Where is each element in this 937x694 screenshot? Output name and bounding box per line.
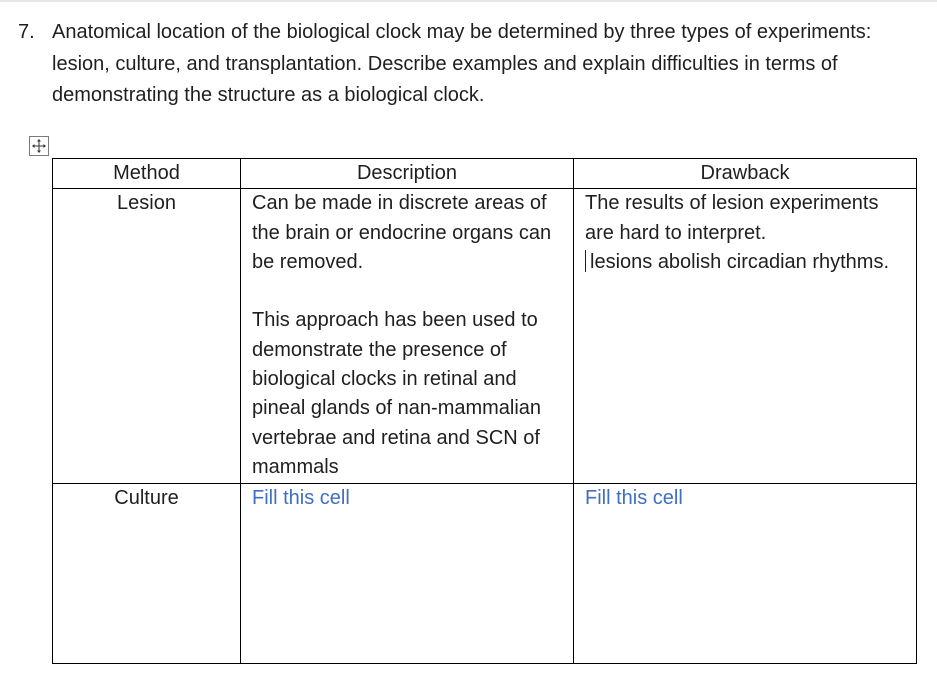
description-paragraph: Can be made in discrete areas of the brain or endocrine organs can be removed. xyxy=(252,192,552,273)
cell-drawback-culture[interactable] xyxy=(574,484,917,664)
cell-description-culture[interactable] xyxy=(241,484,574,664)
table-row-culture xyxy=(53,484,917,664)
drawback-text: lesions abolish circadian rhythms. xyxy=(590,250,890,273)
table-header-row xyxy=(53,159,917,189)
drawback-paragraph-with-cursor xyxy=(585,248,905,277)
page-top-edge xyxy=(0,0,937,2)
description-placeholder[interactable]: Fill this cell xyxy=(252,487,350,510)
header-drawback[interactable]: Drawback xyxy=(574,159,917,189)
methods-table xyxy=(52,158,917,664)
text-cursor xyxy=(585,250,586,272)
table-move-handle-icon[interactable] xyxy=(29,136,49,156)
drawback-paragraph: The results of lesion experiments are hard to interpret. xyxy=(585,192,879,244)
cell-method-culture[interactable]: Culture xyxy=(53,484,241,664)
question-number: 7. xyxy=(18,21,35,43)
table-row-lesion xyxy=(53,189,917,484)
header-description[interactable]: Description xyxy=(241,159,574,189)
cell-method-lesion[interactable]: Lesion xyxy=(53,189,241,484)
cell-drawback-lesion[interactable] xyxy=(574,189,917,484)
question-text: Anatomical location of the biological clock may be determined by three types of experiments: lesion, culture, and transplantation. Describe examples and explain difficulties in terms of demonstrating the structure as a biological clock. xyxy=(52,21,872,106)
drawback-placeholder[interactable]: Fill this cell xyxy=(585,487,683,510)
description-paragraph: This approach has been used to demonstrate the presence of biological clocks in retinal and pineal glands of nan-mammalian vertebrae and retina and SCN of mammals xyxy=(252,309,542,478)
header-method[interactable]: Method xyxy=(53,159,241,189)
cell-description-lesion[interactable] xyxy=(241,189,574,484)
